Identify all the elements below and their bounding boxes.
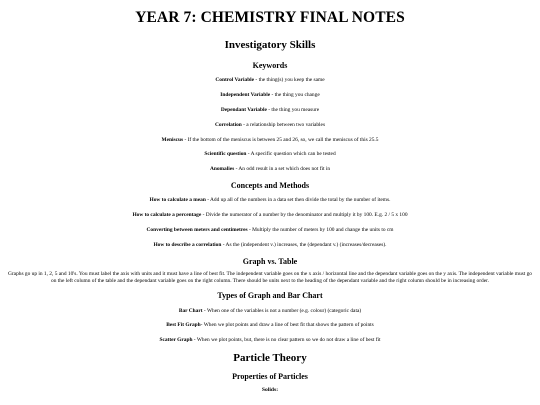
graph-vs-table-paragraph: Graphs go up in 1, 2, 5 and 10's. You must label the axis with units and it must have a line of best fit. The independent variable goes on the x axis / horizontal line and the dependant variable goes on the y axis. The independent variable must go on the left column of the table and the dependant variable goes on the right column. There should be units next to the heading of the dependant variable and the right column should be in increasing order. [7, 270, 532, 284]
keyword-meniscus [0, 137, 540, 144]
keyword-definition: - An odd result in a set which does not fit in [234, 166, 331, 173]
concept-term: Converting between meters and centimetres [146, 227, 248, 234]
keyword-definition: - A specific question which can be tested [246, 151, 336, 158]
type-definition: - When we plot points, but, there is no clear pattern so we do not draw a line of best fit [192, 336, 381, 343]
type-term: Scatter Graph [159, 336, 193, 343]
keyword-term: Control Variable [215, 77, 255, 83]
keyword-scientific-question [0, 151, 540, 158]
concept-definition: - Divide the numerator of a number by the denominator and multiply it by 100. E.g. 2 / 5 x 100 [201, 212, 408, 219]
subheading-types-of-graph: Types of Graph and Bar Chart [217, 290, 323, 300]
subheading-concepts-and-methods: Concepts and Methods [230, 181, 310, 191]
keyword-definition: - the thing you change [270, 91, 320, 98]
type-term: Best Fit Graph [166, 322, 201, 329]
concept-meters-centimetres [0, 227, 540, 234]
keyword-term: Dependant Variable [220, 106, 267, 113]
keyword-term: Meniscus [161, 136, 184, 143]
subheading-properties-of-particles: Properties of Particles [232, 372, 308, 382]
type-term: Bar Chart [178, 307, 203, 314]
solids-label: Solids: [261, 387, 279, 394]
section-heading-particle-theory: Particle Theory [233, 352, 307, 365]
concept-correlation [0, 242, 540, 249]
type-definition: - When one of the variables is not a number (e.g. colour) (categoric data) [202, 307, 362, 314]
page-title: YEAR 7: CHEMISTRY FINAL NOTES [135, 9, 405, 26]
concept-term: How to calculate a mean [149, 197, 206, 204]
keyword-anomalies [0, 166, 540, 173]
keyword-independent-variable [0, 92, 540, 99]
keyword-correlation [0, 122, 540, 129]
type-definition: - When we plot points and draw a line of best fit that shows the pattern of points [200, 322, 374, 329]
keyword-definition: - the thing you measure [266, 106, 320, 113]
keyword-term: Anomalies [209, 166, 235, 173]
keyword-control-variable [0, 77, 540, 84]
type-bar-chart [0, 308, 540, 315]
concept-definition: - As the (independent v.) increases, the (dependant v.) (increases/decreases). [221, 241, 387, 248]
subheading-solids [0, 387, 540, 394]
keyword-definition: - the thing(s) you keep the same [254, 77, 325, 83]
keyword-dependant-variable [0, 107, 540, 114]
concept-definition: - Multiply the number of meters by 100 and change the units to cm [247, 227, 394, 234]
concept-mean [0, 197, 540, 204]
concept-definition: - Add up all of the numbers in a data set then divide the total by the number of items. [205, 197, 391, 204]
keyword-term: Scientific question [204, 151, 247, 158]
keyword-term: Independent Variable [220, 91, 271, 98]
concept-percentage [0, 212, 540, 219]
concept-term: How to describe a correlation [153, 241, 222, 248]
subheading-graph-vs-table: Graph vs. Table [242, 256, 298, 266]
keyword-term: Correlation [214, 121, 242, 128]
type-scatter-graph [0, 337, 540, 344]
concept-term: How to calculate a percentage [132, 212, 202, 219]
keyword-definition: - If the bottom of the meniscus is between 25 and 26, so, we call the meniscus of this 25.5 [183, 136, 379, 143]
subheading-keywords: Keywords [252, 61, 288, 70]
type-best-fit-graph [0, 322, 540, 329]
section-heading-investigatory-skills: Investigatory Skills [224, 39, 316, 51]
keyword-definition: - a relationship between two variables [241, 121, 326, 128]
